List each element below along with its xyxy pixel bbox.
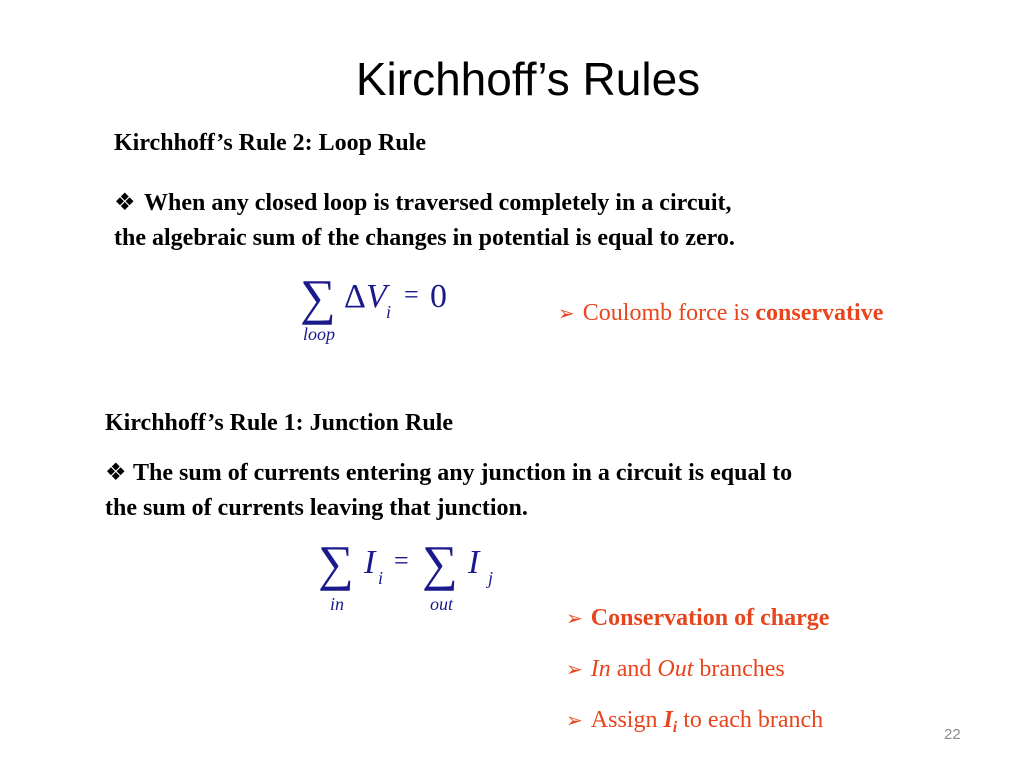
junction-rule-line-1: ❖ The sum of currents entering any junction in a circuit is equal to [105, 456, 792, 491]
arrow-bullet-icon: ➢ [558, 303, 575, 325]
loop-rule-text [114, 186, 735, 256]
loop-rule-heading: Kirchhoff’s Rule 2: Loop Rule [114, 130, 426, 156]
assign-current-variable: I [663, 707, 673, 733]
conservative-emphasis: conservative [755, 300, 884, 326]
arrow-bullet-icon: ➢ [566, 710, 583, 732]
sum-index-loop: loop [303, 324, 336, 344]
arrow-bullet-icon: ➢ [566, 608, 583, 630]
current-subscript-left: i [378, 568, 384, 588]
coulomb-note: ➢ Coulomb force is conservative [558, 300, 884, 326]
assign-note: ➢ Assign $I_i$ to each branch [566, 707, 824, 736]
delta-symbol: Δ [344, 278, 366, 315]
sum-index-in: in [330, 594, 345, 614]
page-number: 22 [944, 726, 961, 743]
junction-rule-text [105, 456, 792, 526]
assign-current-subscript: i [672, 719, 678, 736]
loop-rule-line-1: ❖ When any closed loop is traversed completely in a circuit, [114, 186, 735, 221]
loop-rule-line-2: the algebraic sum of the changes in potential is equal to zero. [114, 225, 735, 251]
sigma-symbol: ∑ [300, 269, 336, 325]
equals-sign: = [404, 280, 419, 309]
junction-rule-line-2: the sum of currents leaving that junction. [105, 495, 528, 521]
voltage-subscript: i [386, 302, 392, 322]
conservation-note: ➢ Conservation of charge [566, 605, 830, 631]
diamond-bullet-icon: ❖ [105, 460, 127, 486]
current-subscript-right: j [488, 568, 494, 588]
equals-sign: = [394, 546, 409, 575]
voltage-variable: V [366, 278, 387, 315]
junction-rule-equation [318, 536, 518, 616]
current-variable-left: I [364, 544, 376, 581]
sigma-symbol-left: ∑ [318, 535, 354, 591]
junction-rule-heading: Kirchhoff’s Rule 1: Junction Rule [105, 410, 453, 436]
current-variable-right: I [468, 544, 480, 581]
arrow-bullet-icon: ➢ [566, 659, 583, 681]
sigma-symbol-right: ∑ [422, 535, 458, 591]
equation-rhs: 0 [430, 278, 447, 315]
loop-rule-equation [300, 270, 480, 350]
branches-note: ➢ In and Out branches [566, 656, 785, 682]
diamond-bullet-icon: ❖ [114, 190, 136, 216]
page-title: Kirchhoff’s Rules [355, 53, 701, 105]
sum-index-out: out [430, 594, 454, 614]
